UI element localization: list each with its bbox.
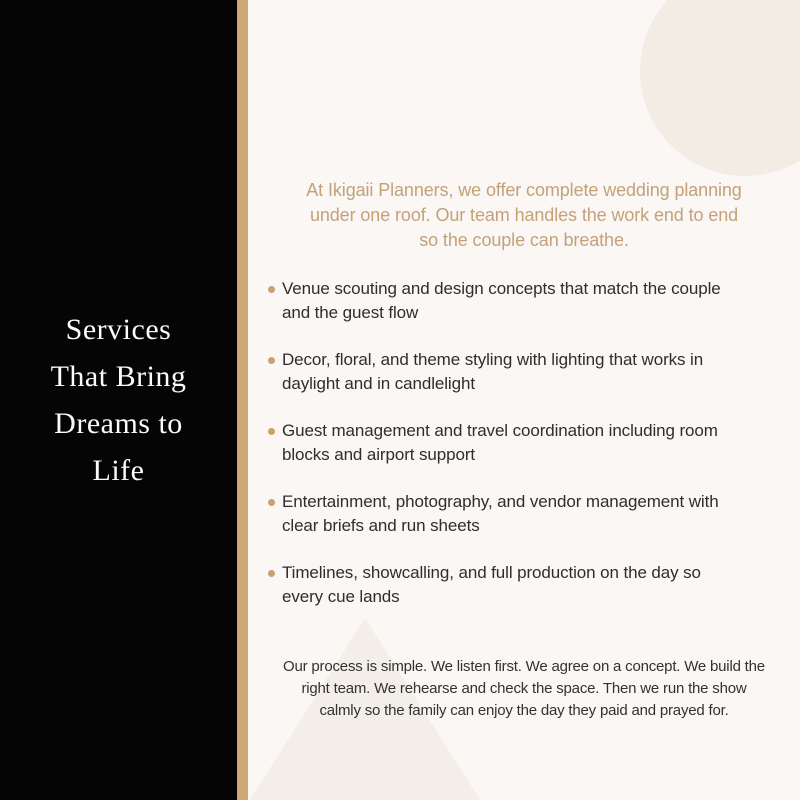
bullet-icon [268,286,275,293]
list-item-text [282,419,718,467]
process-paragraph [248,656,800,722]
list-item-line: clear briefs and run sheets [282,516,480,535]
list-item-line: Venue scouting and design concepts that match the couple [282,279,721,298]
bullet-icon [268,570,275,577]
bullet-icon [268,357,275,364]
list-item [268,490,721,538]
list-item [268,419,721,467]
circle-decoration [640,0,800,176]
page-title-line: Dreams to [54,407,183,440]
list-item-line: daylight and in candlelight [282,374,475,393]
bullet-icon [268,428,275,435]
process-line: calmly so the family can enjoy the day they paid and prayed for. [319,702,729,719]
page-title-line: Services [65,313,172,346]
list-item [268,348,721,396]
intro-line: under one roof. Our team handles the work end to end [309,205,739,225]
services-list [268,277,721,632]
list-item-line: every cue lands [282,587,400,606]
list-item-line: Guest management and travel coordination including room [282,421,718,440]
process-line: Our process is simple. We listen first. We agree on a concept. We build the [283,658,765,675]
process-line: right team. We rehearse and check the space. Then we run the show [301,680,747,697]
gold-divider [237,0,248,800]
page-title-line: That Bring [50,360,187,393]
page-title-line: Life [92,454,145,487]
list-item-line: Entertainment, photography, and vendor management with [282,492,719,511]
page-title [51,306,187,494]
bullet-icon [268,499,275,506]
list-item [268,277,721,325]
list-item-line: and the guest flow [282,303,419,322]
list-item-line: blocks and airport support [282,445,476,464]
list-item-text [282,490,719,538]
list-item-text [282,277,721,325]
list-item-line: Timelines, showcalling, and full production on the day so [282,563,701,582]
intro-paragraph [248,178,800,253]
sidebar [0,0,237,800]
list-item-line: Decor, floral, and theme styling with lighting that works in [282,350,704,369]
list-item-text [282,561,701,609]
intro-line: At Ikigaii Planners, we offer complete wedding planning [306,180,742,200]
list-item [268,561,721,609]
list-item-text [282,348,703,396]
intro-line: so the couple can breathe. [419,230,629,250]
